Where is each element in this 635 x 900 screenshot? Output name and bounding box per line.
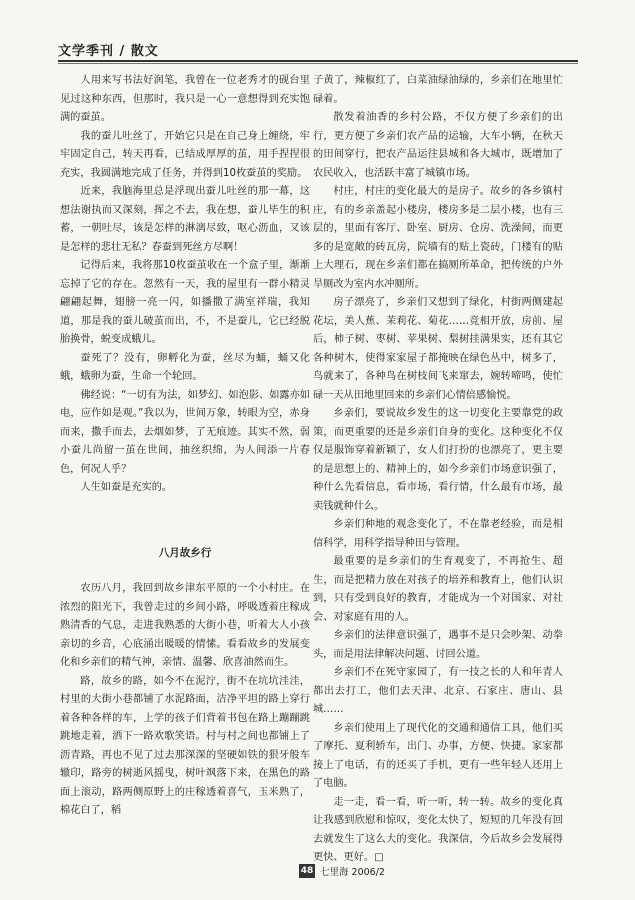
paragraph: 散发着油香的乡村公路，不仅方便了乡亲们的出行，更方便了乡亲们农产品的运输，大车小辆，在秋天的田间穿行，把农产品运往县城和各大城市，既增加了农民收入，也活跃丰富了城镇市场。 <box>313 112 563 179</box>
page-number: 48 <box>300 866 314 876</box>
paragraph: 房子漂亮了，乡亲们又想到了绿化，村街两侧建起花坛，美人蕉、茉莉花、菊花……竞相开放，房前、屋后，柿子树、枣树、苹果树、梨树挂满果实，还有其它各种树木，使得家家屋子都掩映在绿色丛中，树多了，鸟就来了，各种鸟在树枝间飞来窜去，婉转啼鸣，使忙碌一天从田地里回来的乡亲们心情倍感愉悦。 <box>313 297 563 401</box>
paragraph: 近来，我脑海里总是浮现出蚕儿吐丝的那一幕，这想法谢执而又深刻，挥之不去，我在想，蚕儿毕生的积蓄，一朝吐尽，该是怎样的淋漓尽致，呕心沥血，又该是怎样的悲壮无私？春蚕到死丝方尽啊！ <box>60 186 310 253</box>
paragraph: 乡亲们种地的观念变化了，不在靠老经验，而是相信科学，用科学指导种田与管理。 <box>313 519 563 549</box>
left-column <box>60 72 310 832</box>
section-title: 八月故乡行 <box>158 546 212 559</box>
journal-issue: 七里海 2006/2 <box>320 867 385 878</box>
paragraph: 乡亲们使用上了现代化的交通和通信工具，他们买了摩托、夏利轿车，出门、办事，方便、快捷。家家都接上了电话，有的还买了手机，更有一些年轻人还用上了电脑。 <box>313 722 563 789</box>
paragraph: 我的蚕儿吐丝了，开始它只是在自己身上缠绕，牢牢固定自己，转天再看，已结成厚厚的茧，用手捏捏很充实，我圆满地完成了任务，并得到10枚蚕茧的奖励。 <box>60 130 310 179</box>
paragraph: 乡亲们，要说故乡发生的这一切变化主要靠党的政策，而更重要的还是乡亲们自身的变化。这种变化不仅仅是服饰穿着新颖了，女人们打扮的也漂亮了，更主要的是思想上的、精神上的，如今乡亲们市场意识强了，种什么先看信息，看市场，看行情，什么最有市场，最卖钱就种什么。 <box>313 408 563 512</box>
paragraph: 蚕死了？没有，卵孵化为蚕，丝尽为蛹，蛹又化蛾，蛾卵为蚕，生命一个轮回。 <box>60 352 310 382</box>
paragraph: 佛经说：“一切有为法，如梦幻、如泡影、如露亦如电，应作如是观。”我以为，世间万象，转眼为空，赤身而来，撒手而去，去烟如梦，了无痕迹。其实不然，弱小蚕儿尚留一茧在世间，抽丝织绵，为人间添一片春色，何况人乎？ <box>60 389 310 475</box>
header-title: 文学季刊 / 散文 <box>58 44 159 59</box>
page-footer <box>0 862 635 882</box>
paragraph: 路，故乡的路，如今不在泥泞，街不在坑坑洼洼，村里的大街小巷都铺了水泥路面，洁净平坦的路上穿行着各种各样的车，上学的孩子们背着书包在路上蹦蹦跳跳地走着，洒下一路欢歌笑语。村与村之间也都铺上了沥青路，再也不见了过去那深深的坚硬如铁的狠牙般车辙印，路旁的树逝风摇曳，树叶飒落下来，在黑色的路面上滚动，路两侧原野上的庄稼透着喜气，玉米熟了，棉花白了，稻 <box>60 675 310 816</box>
right-column <box>313 72 563 863</box>
page-header <box>58 38 578 62</box>
header-rule-thin <box>58 63 578 64</box>
paragraph: 记得后来，我将那10枚蚕茧收在一个盒子里，渐渐忘掉了它的存在。忽然有一天，我的屋里有一群小精灵翩翩起舞，翅膀一亮一闪，如播撒了满室祥瑞，我知道，那是我的蚕儿破茧而出，不，不是蚕儿，它已经脱胎换骨，蜕变成蛾儿。 <box>60 260 310 345</box>
header-rule <box>58 60 578 62</box>
paragraph: 农历八月，我回到故乡津东平原的一个小村庄。在浓烈的阳光下，我曾走过的乡间小路，呼吸透着庄稼成熟清香的气息，走进我熟悉的大街小巷，听着大人小孩亲切的乡音，心底涌出暖暖的情愫。看看故乡的发展变化和乡亲们的精气神，亲情、温馨、欣喜油然而生。 <box>60 583 310 668</box>
paragraph: 人用来写书法好润笔，我曾在一位老秀才的砚台里见过这种东西，但那时，我只是一心一意想得到充实饱满的蚕茧。 <box>60 75 310 123</box>
paragraph: 乡亲们不在死守家园了，有一技之长的人和年青人都出去打工，他们去天津、北京、石家庄、唐山、县城…… <box>313 667 563 715</box>
paragraph: 乡亲们的法律意识强了，遇事不是只会吵架、动拳头，而是用法律解决问题、讨回公道。 <box>313 630 563 660</box>
paragraph-continued: 子黄了，辣椒红了，白菜油绿油绿的，乡亲们在地里忙碌着。 <box>313 75 563 105</box>
paragraph: 村庄，村庄的变化最大的是房子。故乡的各乡镇村庄，有的乡亲盖起小楼房，楼房多是二层小楼，也有三层的，里面有客厅、卧室、厨房、仓房、洗澡间，而更多的是宽敞的砖瓦房，院墙有的贴上瓷砖，门楼有的贴上大理石，现在乡亲们都在搞厕所革命，把传统的户外旱厕改为室内水冲厕所。 <box>313 186 563 290</box>
paragraph: 人生如蚕是充实的。 <box>80 482 173 493</box>
paragraph: 走一走，看一看，听一听，转一转。故乡的变化真让我感到欣慰和惊叹，变化太快了，短短的几年没有回去就发生了这么大的变化。我深信，今后故乡会发展得更快、更好。□ <box>313 796 563 863</box>
paragraph: 最重要的是乡亲们的生育观变了，不再抢生、超生，而是把精力放在对孩子的培养和教育上，他们认识到，只有受到良好的教育，才能成为一个对国家、对社会、对家庭有用的人。 <box>313 556 563 623</box>
